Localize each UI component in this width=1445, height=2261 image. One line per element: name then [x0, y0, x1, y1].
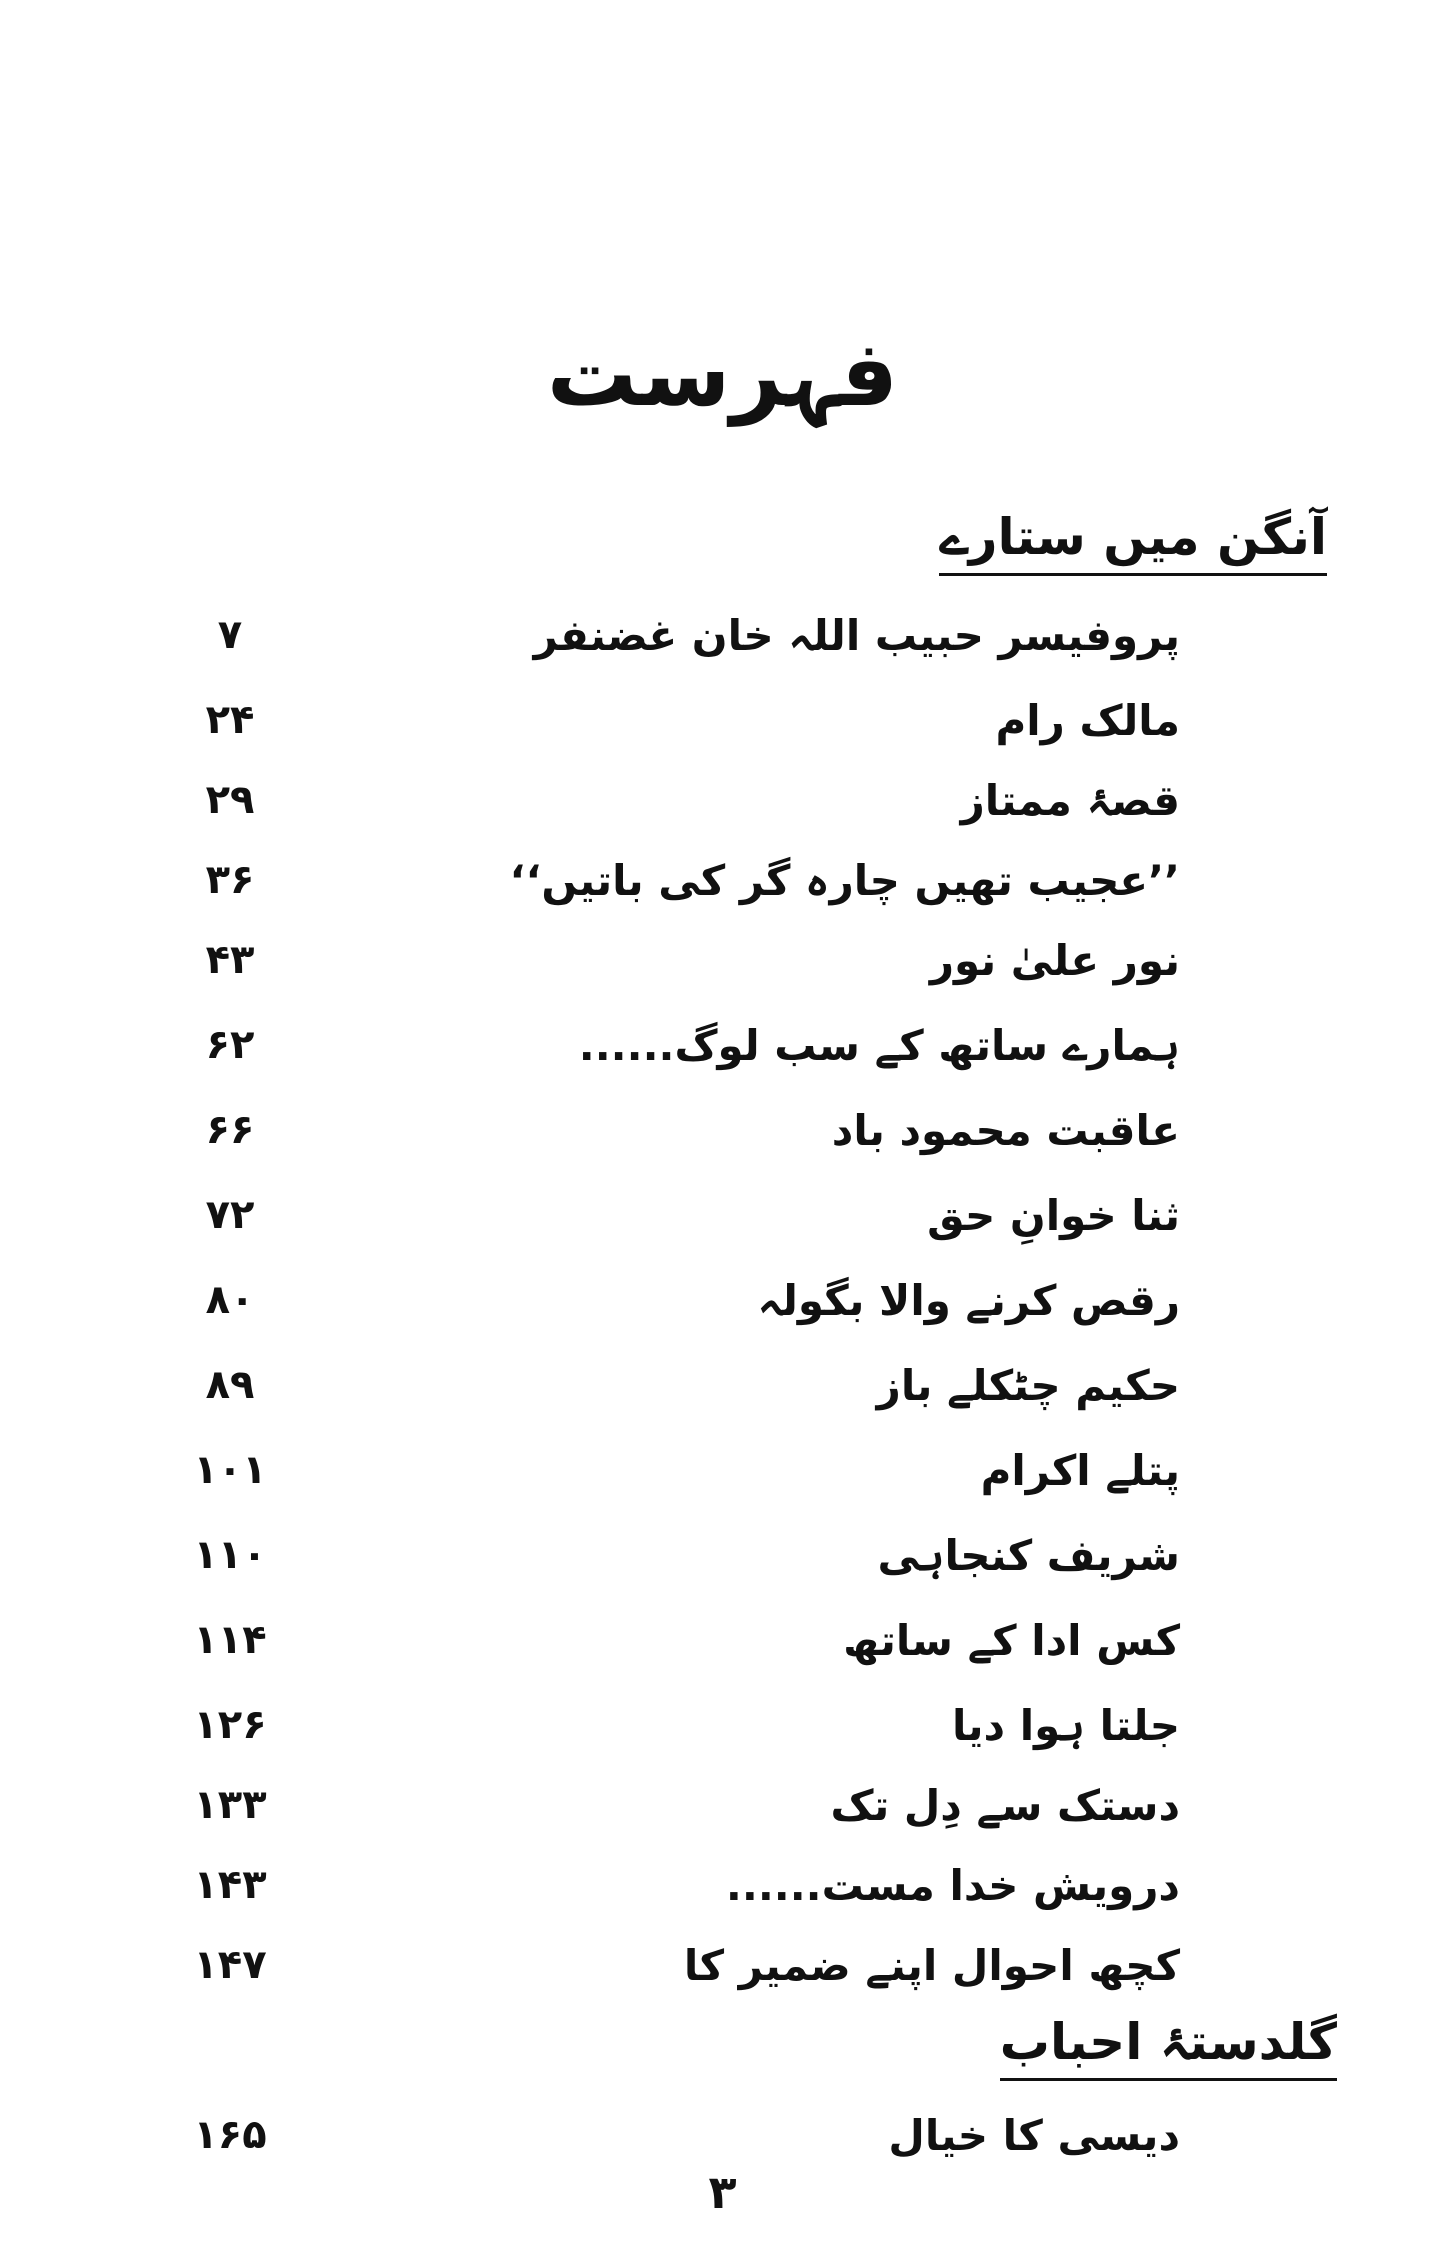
toc-entry-page: ۷ [217, 612, 243, 658]
section-heading-aangan: آنگن میں ستارے [939, 510, 1327, 576]
toc-entry-title: ہمارے ساتھ کے سب لوگ...... [578, 1020, 1180, 1070]
toc-entry-title: درویش خدا مست...... [725, 1860, 1180, 1910]
toc-entry-page: ۱۰۱ [193, 1447, 267, 1493]
toc-entry-page: ۱۱۴ [193, 1617, 267, 1663]
toc-entry-page: ۲۹ [205, 777, 255, 823]
toc-entry-title: ثنا خوانِ حق [927, 1190, 1180, 1240]
toc-entry-page: ۷۲ [205, 1192, 255, 1238]
toc-entry-title: رقص کرنے والا بگولہ [757, 1275, 1180, 1325]
toc-entry-page: ۴۳ [205, 937, 255, 983]
toc-entry [180, 1695, 1180, 1755]
toc-entry [180, 1610, 1180, 1670]
toc-entry-title: قصۂ ممتاز [960, 775, 1180, 825]
toc-entry-title: عاقبت محمود باد [831, 1105, 1180, 1155]
toc-entry-page: ۱۴۳ [193, 1862, 267, 1908]
toc-entry-page: ۱۳۳ [193, 1782, 267, 1828]
toc-entry-title: پتلے اکرام [980, 1445, 1180, 1495]
toc-entry [180, 850, 1180, 910]
toc-entry-title: شریف کنجاہی [877, 1530, 1180, 1580]
toc-entry [180, 1185, 1180, 1245]
toc-entry-page: ۱۴۷ [193, 1942, 267, 1988]
toc-entry-title: پروفیسر حبیب اللہ خان غضنفر [533, 610, 1180, 660]
toc-entry [180, 1440, 1180, 1500]
page-number: ۳ [708, 2165, 737, 2219]
toc-entry-page: ۱۲۶ [193, 1702, 267, 1748]
toc-entry [180, 2105, 1180, 2165]
toc-entry-title: مالک رام [995, 695, 1180, 745]
toc-entry [180, 930, 1180, 990]
toc-entry [180, 1855, 1180, 1915]
toc-entry-page: ۲۴ [205, 697, 255, 743]
toc-entry-page: ۱۱۰ [193, 1532, 267, 1578]
toc-entry [180, 770, 1180, 830]
toc-entry-page: ۸۰ [205, 1277, 255, 1323]
toc-entry [180, 1015, 1180, 1075]
toc-entry-page: ۶۲ [205, 1022, 255, 1068]
toc-entry [180, 1775, 1180, 1835]
toc-entry-title: جلتا ہوا دیا [951, 1700, 1180, 1750]
toc-entry-title: ’’عجیب تھیں چارہ گر کی باتیں‘‘ [509, 855, 1180, 905]
toc-entry-title: حکیم چٹکلے باز [876, 1360, 1180, 1410]
toc-entry [180, 1935, 1180, 1995]
toc-entry-page: ۸۹ [205, 1362, 255, 1408]
toc-entry [180, 1525, 1180, 1585]
toc-entry-title: دستک سے دِل تک [830, 1780, 1180, 1830]
toc-entry-title: دیسی کا خیال [888, 2110, 1180, 2160]
toc-entry [180, 1355, 1180, 1415]
section-heading-guldasta: گلدستۂ احباب [1000, 2015, 1337, 2081]
toc-entry-page: ۳۶ [205, 857, 255, 903]
toc-entry-title: کس ادا کے ساتھ [843, 1615, 1180, 1665]
toc-entry-title: نور علیٰ نور [929, 935, 1180, 985]
toc-entry [180, 690, 1180, 750]
toc-entry [180, 1100, 1180, 1160]
toc-entry-page: ۱۶۵ [193, 2112, 267, 2158]
toc-entry [180, 1270, 1180, 1330]
toc-entry-page: ۶۶ [205, 1107, 255, 1153]
toc-entry [180, 605, 1180, 665]
page-title: فہرست [546, 322, 899, 427]
toc-entry-title: کچھ احوال اپنے ضمیر کا [683, 1940, 1180, 1990]
